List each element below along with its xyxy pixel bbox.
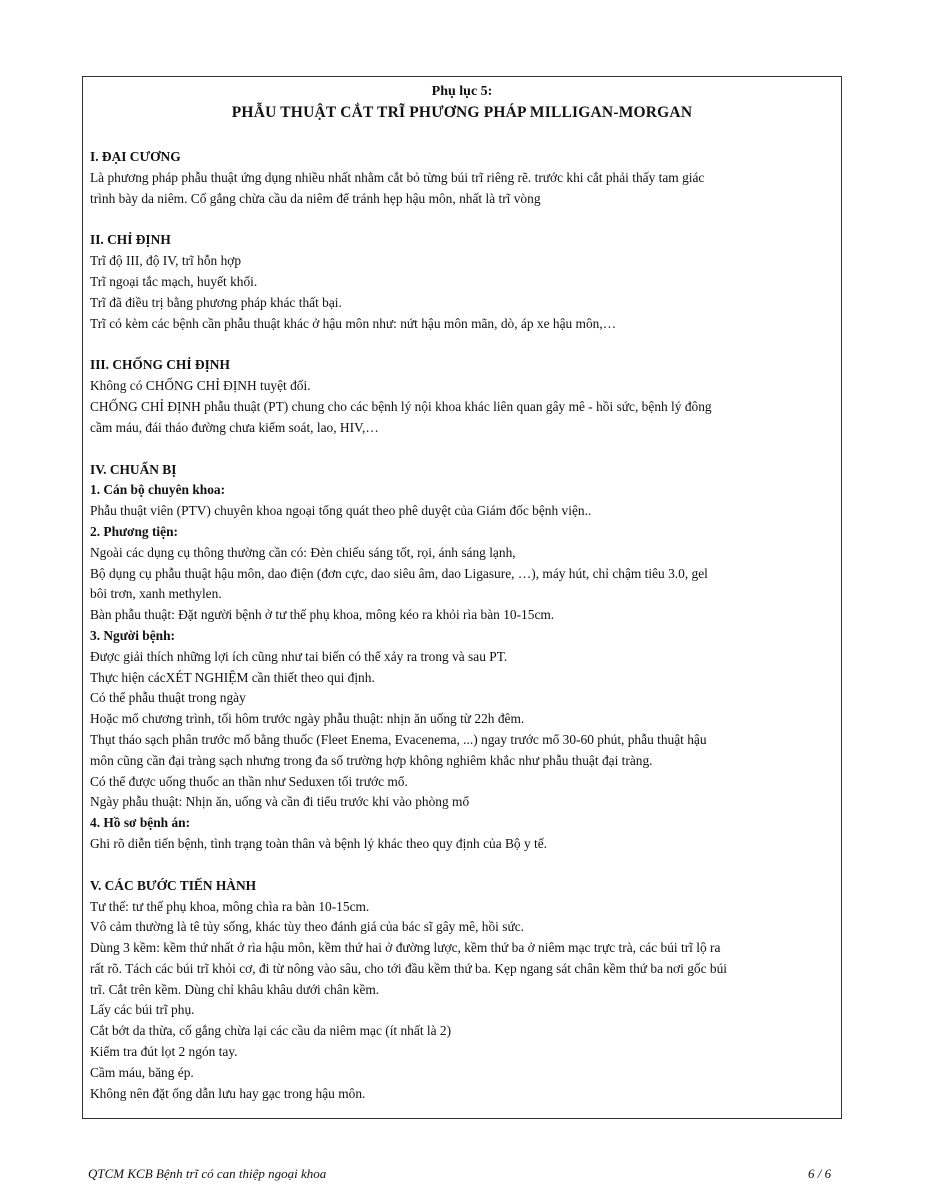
text-line: rất rõ. Tách các búi trĩ khỏi cơ, đi từ nông vào sâu, cho tới đầu kềm thứ ba. Kẹp ngang sát chân kềm thứ ba nơi gốc búi bbox=[90, 960, 728, 976]
text-line: trình bày da niêm. Cố gắng chừa cầu da niêm để tránh hẹp hậu môn, nhất là trĩ vòng bbox=[90, 190, 541, 206]
text-line: Lấy các búi trĩ phụ. bbox=[90, 1002, 195, 1018]
text-line: Trĩ đã điều trị bằng phương pháp khác thất bại. bbox=[90, 294, 342, 310]
document-body bbox=[90, 80, 834, 1104]
text-line: Là phương pháp phẫu thuật ứng dụng nhiều nhất nhằm cắt bỏ từng búi trĩ riêng rẽ. trước khi cắt phải thấy tam giác bbox=[90, 169, 705, 185]
text-line: Không có CHỐNG CHỈ ĐỊNH tuyệt đối. bbox=[90, 378, 311, 394]
section-heading: IV. CHUẨN BỊ bbox=[90, 461, 177, 477]
footer-document-title: QTCM KCB Bệnh trĩ có can thiệp ngoại khoa bbox=[88, 1166, 327, 1181]
section-heading: II. CHỈ ĐỊNH bbox=[90, 232, 171, 248]
text-line: Ngày phẫu thuật: Nhịn ăn, uống và cần đi tiểu trước khi vào phòng mổ bbox=[90, 794, 470, 810]
text-line: Ngoài các dụng cụ thông thường cần có: Đèn chiếu sáng tốt, rọi, ánh sáng lạnh, bbox=[90, 544, 516, 560]
text-line: Hoặc mổ chương trình, tối hôm trước ngày phẫu thuật: nhịn ăn uống từ 22h đêm. bbox=[90, 711, 525, 727]
text-line: Trĩ ngoại tắc mạch, huyết khối. bbox=[90, 273, 258, 289]
section-general bbox=[90, 147, 834, 209]
section-indications bbox=[90, 230, 834, 334]
section-contraindications bbox=[90, 355, 834, 438]
text-line: Phẫu thuật viên (PTV) chuyên khoa ngoại tổng quát theo phê duyệt của Giám đốc bệnh viện.. bbox=[90, 503, 592, 519]
text-line: bôi trơn, xanh methylen. bbox=[90, 586, 222, 602]
subsection-heading: 2. Phương tiện: bbox=[90, 523, 178, 539]
text-line: Bộ dụng cụ phẫu thuật hậu môn, dao điện (đơn cực, dao siêu âm, dao Ligasure, …), máy hút, chỉ chậm tiêu 3.0, gel bbox=[90, 565, 708, 581]
section-heading: V. CÁC BƯỚC TIẾN HÀNH bbox=[90, 877, 257, 893]
section-heading: III. CHỐNG CHỈ ĐỊNH bbox=[90, 357, 230, 373]
subsection-heading: 1. Cán bộ chuyên khoa: bbox=[90, 482, 226, 498]
text-line: Thực hiện cácXÉT NGHIỆM cần thiết theo qui định. bbox=[90, 669, 375, 685]
section-heading: I. ĐẠI CƯƠNG bbox=[90, 149, 181, 164]
text-line: Dùng 3 kềm: kềm thứ nhất ở rìa hậu môn, kềm thứ hai ở đường lược, kềm thứ ba ở niêm mạc trực trà, các búi trĩ lộ ra bbox=[90, 940, 721, 956]
text-line: Tư thế: tư thế phụ khoa, mông chìa ra bàn 10-15cm. bbox=[90, 898, 370, 914]
subsection-heading: 4. Hồ sơ bệnh án: bbox=[90, 815, 191, 831]
text-line: trĩ. Cắt trên kềm. Dùng chỉ khâu khâu dưới chân kềm. bbox=[90, 981, 380, 997]
text-line: Kiểm tra đút lọt 2 ngón tay. bbox=[90, 1044, 238, 1060]
text-line: CHỐNG CHỈ ĐỊNH phẫu thuật (PT) chung cho các bệnh lý nội khoa khác liên quan gây mê - hồi sức, bệnh lý đông bbox=[90, 398, 712, 414]
text-line: Thụt tháo sạch phân trước mổ bằng thuốc (Fleet Enema, Evacenema, ...) ngay trước mổ 30-60 phút, phẫu thuật hậu bbox=[90, 731, 707, 747]
section-preparation bbox=[90, 460, 834, 855]
text-line: Không nên đặt ống dẫn lưu hay gạc trong hậu môn. bbox=[90, 1085, 366, 1101]
text-line: Cắt bớt da thừa, cố gắng chừa lại các cầu da niêm mạc (ít nhất là 2) bbox=[90, 1023, 452, 1039]
text-line: Cầm máu, băng ép. bbox=[90, 1064, 194, 1080]
section-procedure-steps bbox=[90, 876, 834, 1105]
text-line: Trĩ có kèm các bệnh cần phẫu thuật khác ở hậu môn như: nứt hậu môn mãn, dò, áp xe hậu môn,… bbox=[90, 315, 617, 331]
text-line: Có thể được uống thuốc an thần như Seduxen tối trước mổ. bbox=[90, 773, 408, 789]
text-line: Bàn phẫu thuật: Đặt người bệnh ở tư thế phụ khoa, mông kéo ra khỏi rìa bàn 10-15cm. bbox=[90, 607, 555, 623]
text-line: Trĩ độ III, độ IV, trĩ hỗn hợp bbox=[90, 253, 242, 269]
text-line: Có thể phẫu thuật trong ngày bbox=[90, 690, 246, 706]
text-line: Ghi rõ diễn tiến bệnh, tình trạng toàn thân và bệnh lý khác theo quy định của Bộ y tế. bbox=[90, 835, 548, 851]
text-line: Được giải thích những lợi ích cũng như tai biến có thể xảy ra trong và sau PT. bbox=[90, 648, 508, 664]
appendix-label: Phụ lục 5: bbox=[431, 84, 493, 99]
page-title: PHẪU THUẬT CẮT TRĨ PHƯƠNG PHÁP MILLIGAN-MORGAN bbox=[231, 104, 693, 121]
text-line: Vô cảm thường là tê tủy sống, khác tùy theo đánh giá của bác sĩ gây mê, hồi sức. bbox=[90, 919, 524, 935]
text-line: môn cũng cần đại tràng sạch nhưng trong đa số trường hợp không nghiêm khắc như phẫu thuật đại tràng. bbox=[90, 752, 653, 768]
text-line: cầm máu, đái tháo đường chưa kiểm soát, lao, HIV,… bbox=[90, 419, 379, 435]
subsection-heading: 3. Người bệnh: bbox=[90, 627, 176, 643]
footer-page-number: 6 / 6 bbox=[808, 1166, 832, 1181]
